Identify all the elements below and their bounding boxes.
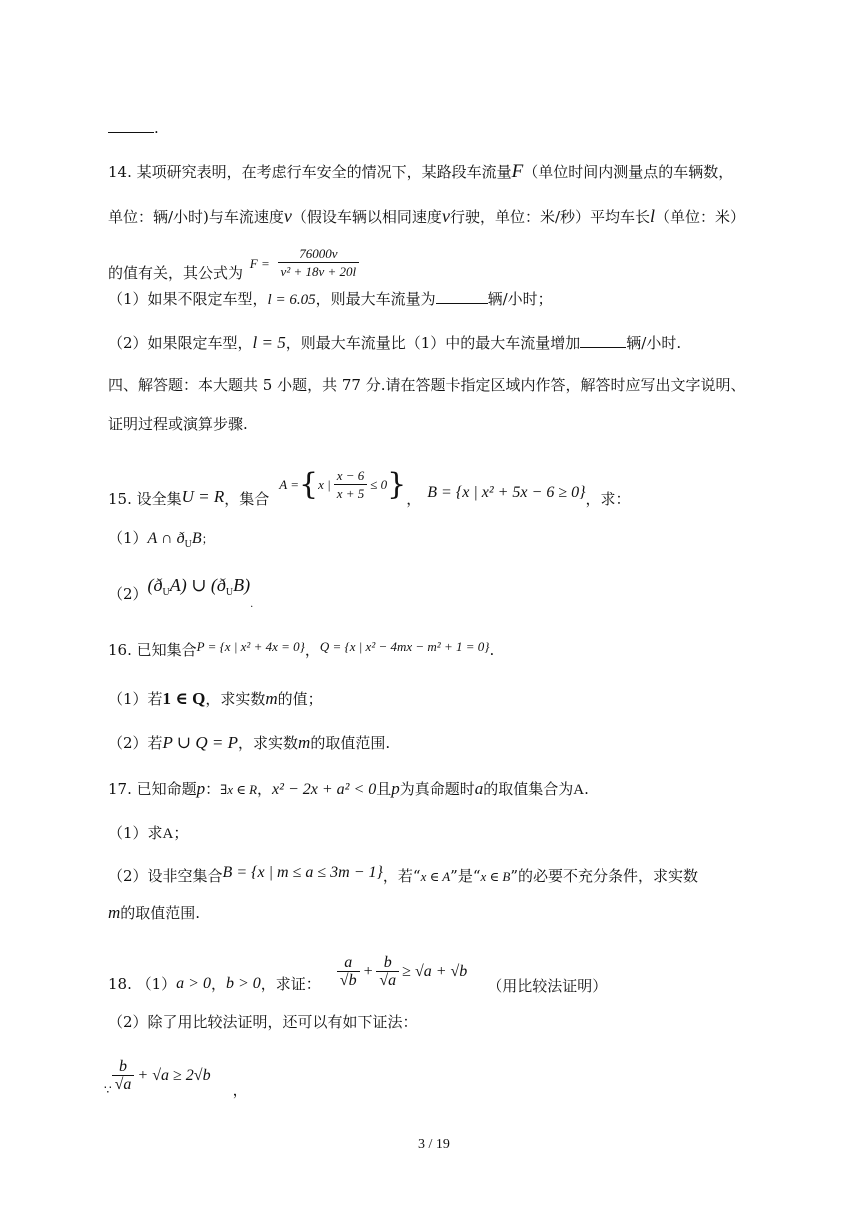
q14-part-2	[108, 333, 681, 353]
section-4-line-2	[108, 414, 248, 434]
answer-blank	[580, 333, 626, 348]
q15-punct: ；	[201, 532, 214, 546]
math-subscript: U	[184, 539, 192, 550]
q14-text: 单位：辆/小时)与车流速度	[108, 208, 284, 226]
q17-text: 17. 已知命题	[108, 780, 197, 798]
fraction-denominator: √a	[112, 1075, 135, 1094]
math-universal-set: U = R	[181, 487, 225, 506]
q15-p1-label: （1）	[108, 529, 148, 547]
math-exists: ∃x ∈ R	[220, 782, 258, 797]
q18-proof-line	[104, 1048, 248, 1104]
var-a: a	[474, 779, 484, 798]
set-A-label: A	[573, 782, 585, 798]
q17-text: 且	[376, 780, 392, 798]
q14-text: （单位：米）	[655, 208, 746, 226]
q14-text: 的值有关，其公式为	[108, 263, 244, 282]
q14-line-1	[108, 162, 733, 182]
q15-line-1	[108, 467, 631, 516]
math-inequality: + √a ≥ 2√b	[137, 1067, 211, 1084]
set-A-builder: x |	[318, 477, 331, 492]
formula-lhs: F =	[249, 255, 270, 271]
q17-line-1	[108, 779, 589, 800]
section-heading: 四、解答题：本大题共 5 小题，共 77 分.请在答题卡指定区域内作答，解答时应写出文字说明、	[108, 376, 746, 394]
q16-period: .	[489, 641, 495, 659]
q14-p1-text: ，则最大车流量为	[315, 290, 436, 308]
fraction-denominator: x + 5	[334, 484, 368, 503]
q14-text: 行驶，单位：米/秒）平均车长	[449, 208, 650, 226]
q16-line-1	[108, 640, 494, 661]
q15-comma: ，	[406, 490, 422, 508]
fraction-denominator: √b	[337, 971, 360, 990]
q17-p2-text: ”的必要不充分条件，求实数	[510, 867, 699, 885]
section-4-line-1	[108, 375, 745, 395]
q16-p2-text: （2）若	[108, 734, 163, 752]
section-heading: 证明过程或演算步骤.	[108, 415, 248, 433]
set-A-relation: ≤ 0	[370, 477, 388, 492]
fraction-numerator: 76000v	[299, 246, 338, 261]
math-l-value: l = 5	[252, 333, 286, 352]
var-l: l	[650, 206, 656, 226]
q17-text: 为真命题时	[399, 780, 475, 798]
q17-part-2-cont	[108, 903, 200, 923]
math-subscript: U	[225, 587, 234, 598]
set-Q-definition: Q = {x | x² − 4mx − m² + 1 = 0}	[319, 639, 490, 654]
q14-p1-text: （1）如果不限定车型，	[108, 290, 268, 308]
q17-period: .	[584, 780, 589, 798]
q18-text: 18. （1）	[108, 975, 177, 993]
var-v: v	[283, 206, 292, 226]
q18-line-1	[108, 944, 607, 1000]
q14-text: （假设车辆以相同速度	[291, 208, 442, 226]
q16-p2-text: 的取值范围.	[310, 734, 391, 752]
fraction-denominator: √a	[376, 971, 399, 990]
q16-p1-text: （1）若	[108, 690, 163, 708]
q17-punct: ；	[173, 824, 189, 842]
q14-text: 14. 某项研究表明，在考虑行车安全的情况下，某路段车流量	[108, 163, 512, 181]
math-l-value: l = 6.05	[267, 292, 316, 308]
q14-p1-text: 辆/小时；	[487, 290, 553, 308]
answer-blank	[108, 118, 154, 133]
q15-text: ，求：	[585, 490, 631, 508]
q17-part-2	[108, 866, 698, 887]
q16-text: 16. 已知集合	[108, 641, 197, 659]
q14-p2-text: ，则最大车流量比（1）中的最大车流量增加	[285, 334, 581, 352]
q18-comma: ，	[232, 1081, 248, 1099]
brace-open: {	[299, 467, 319, 502]
math-union-condition: P ∪ Q = P	[162, 733, 239, 752]
var-m: m	[108, 903, 121, 922]
q16-p2-text: ，求实数	[238, 734, 299, 752]
q16-p1-text: ，求实数	[205, 690, 266, 708]
q15-part-2	[108, 575, 254, 610]
var-F: F	[511, 161, 524, 182]
q15-punct: .	[250, 599, 254, 610]
fraction-numerator: a	[344, 953, 353, 971]
q14-p2-text: 辆/小时.	[626, 334, 682, 352]
fraction-a-over-sqrt-b	[337, 955, 360, 990]
brace-close: }	[387, 467, 407, 502]
math-subscript: U	[162, 587, 170, 598]
q14-line-2	[108, 206, 745, 227]
q17-text: 的取值集合为	[483, 780, 574, 798]
math-expression: A ∩ ð	[147, 530, 185, 547]
math-expression: B	[191, 530, 202, 547]
fraction-numerator: b	[383, 953, 392, 971]
q15-text: 15. 设全集	[108, 490, 182, 508]
set-B-definition: B = {x | x² + 5x − 6 ≥ 0}	[427, 484, 586, 501]
q17-p2-text: 的取值范围.	[120, 904, 201, 922]
var-v: v	[441, 206, 450, 226]
q14-part-1	[108, 289, 553, 310]
fraction-numerator: x − 6	[336, 467, 365, 483]
q16-p1-text: 的值；	[277, 690, 323, 708]
math-expression: A) ∪ (ð	[169, 575, 226, 595]
math-relation: ≥ √a + √b	[402, 963, 468, 980]
set-B-definition: B = {x | m ≤ a ≤ 3m − 1}	[222, 864, 383, 881]
q17-colon: ：	[205, 780, 221, 798]
set-A-fraction	[334, 468, 368, 503]
var-p: p	[391, 779, 400, 798]
q18-p2-text: （2）除了用比较法证明，还可以有如下证法：	[108, 1013, 418, 1031]
q18-sep: ，	[210, 975, 226, 993]
q16-sep: ，	[304, 641, 320, 659]
fraction-denominator: v² + 18v + 20l	[278, 262, 360, 281]
var-m: m	[298, 733, 311, 752]
q18-text: ，求证：	[260, 975, 321, 993]
fraction-numerator: b	[119, 1057, 128, 1075]
q18-part-2	[108, 1012, 418, 1032]
fraction-b-over-sqrt-a	[376, 955, 399, 990]
var-p: p	[196, 779, 206, 798]
q17-p2-text: （2）设非空集合	[108, 867, 223, 885]
math-expression: B)	[233, 575, 251, 595]
q15-text: ，集合	[224, 490, 270, 508]
q15-p2-label: （2）	[108, 585, 148, 603]
q13-period: .	[154, 119, 159, 137]
q18-note: （用比较法证明）	[487, 977, 608, 995]
q14-text-b: （单位时间内测量点的车辆数，	[523, 163, 734, 181]
fraction-b-over-sqrt-a	[112, 1059, 135, 1094]
q17-p1-text: （1）求	[108, 824, 163, 842]
q14-line-3	[108, 246, 362, 281]
math-condition-a: a > 0	[176, 975, 211, 992]
math-expression: (ð	[147, 575, 163, 595]
math-inequality: x² − 2x + a² < 0	[272, 781, 377, 798]
set-A-label: A	[162, 826, 174, 842]
because-symbol: ∵	[104, 1083, 112, 1097]
q16-part-2	[108, 733, 390, 753]
math-condition-b: b > 0	[225, 975, 261, 992]
set-P-definition: P = {x | x² + 4x = 0}	[196, 639, 305, 654]
page-number: 3 / 19	[418, 1137, 450, 1152]
answer-blank	[436, 289, 488, 304]
math-x-in-A: x ∈ A	[420, 869, 451, 884]
q13-answer-blank-line	[108, 118, 159, 138]
q17-p2-text: ，若“	[382, 867, 421, 885]
q14-p2-text: （2）如果限定车型，	[108, 334, 253, 352]
math-plus: +	[362, 963, 374, 980]
math-membership: 1 ∈ Q	[162, 689, 206, 708]
q15-part-1	[108, 528, 214, 555]
q16-part-1	[108, 689, 323, 709]
traffic-formula-fraction	[278, 246, 360, 281]
q17-sep: ，	[257, 780, 273, 798]
q17-part-1	[108, 823, 188, 844]
math-x-in-B: x ∈ B	[480, 869, 511, 884]
q17-p2-text: ”是“	[450, 867, 481, 885]
set-A-lhs: A =	[279, 477, 300, 492]
var-m: m	[265, 689, 278, 708]
